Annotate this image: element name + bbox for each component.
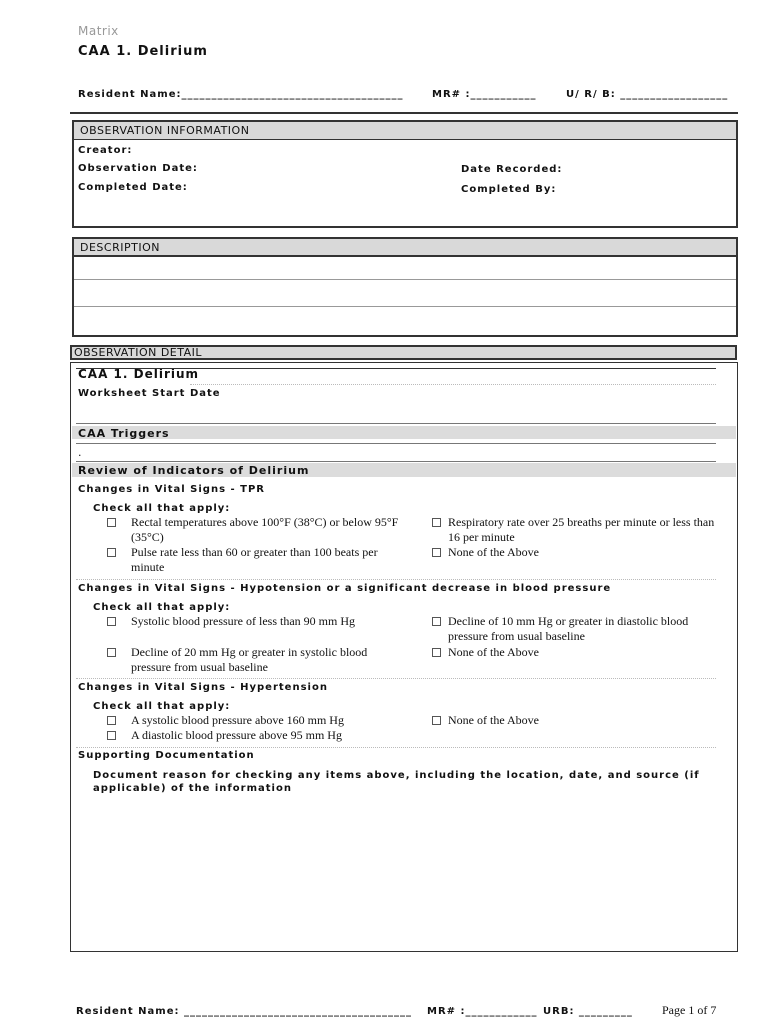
option-none-of-the-above: None of the Above: [448, 645, 539, 659]
option-systolic-above-160: A systolic blood pressure above 160 mm Hg: [131, 713, 344, 727]
option-none-of-the-above: None of the Above: [448, 713, 539, 727]
header-divider: [70, 112, 738, 114]
observation-date-label: Observation Date:: [78, 163, 198, 174]
checkbox[interactable]: [107, 648, 116, 657]
observation-information-header: OBSERVATION INFORMATION: [74, 122, 736, 140]
group-title-hypotension: Changes in Vital Signs - Hypotension or a significant decrease in blood pressure: [78, 583, 612, 594]
page-number: Page 1 of 7: [662, 1003, 717, 1017]
caa-triggers-label: CAA Triggers: [78, 427, 170, 440]
description-line[interactable]: [74, 279, 736, 280]
review-header: Review of Indicators of Delirium: [78, 464, 310, 477]
mr-number-field[interactable]: MR# :___________: [432, 89, 537, 100]
supporting-documentation-area[interactable]: [78, 800, 718, 940]
urb-field[interactable]: U/ R/ B: __________________: [566, 89, 729, 100]
worksheet-start-date-label: Worksheet Start Date: [78, 388, 221, 399]
checkbox[interactable]: [107, 548, 116, 557]
supporting-documentation-label: Supporting Documentation: [78, 750, 255, 761]
checkbox[interactable]: [432, 716, 441, 725]
description-header: DESCRIPTION: [74, 239, 736, 257]
checkbox[interactable]: [107, 617, 116, 626]
matrix-label: Matrix: [78, 24, 119, 38]
footer-resident-name: Resident Name: ______________________________________: [76, 1006, 412, 1017]
check-all-label: Check all that apply:: [93, 701, 231, 712]
checkbox[interactable]: [432, 617, 441, 626]
option-systolic-decline-20: Decline of 20 mm Hg or greater in systolic blood pressure from usual baseline: [131, 645, 368, 674]
resident-name-field[interactable]: Resident Name:_____________________________________: [78, 89, 404, 100]
checkbox[interactable]: [107, 731, 116, 740]
checkbox[interactable]: [432, 518, 441, 527]
group-title-tpr: Changes in Vital Signs - TPR: [78, 484, 265, 495]
caa-title: CAA 1. Delirium: [78, 367, 200, 381]
check-all-label: Check all that apply:: [93, 503, 231, 514]
footer-mr-number: MR# :____________: [427, 1006, 538, 1017]
completed-by-label: Completed By:: [461, 184, 557, 195]
option-rectal-temperature: Rectal temperatures above 100°F (38°C) or below 95°F (35°C): [131, 515, 399, 544]
dotted-rule: [190, 384, 716, 385]
completed-date-label: Completed Date:: [78, 182, 188, 193]
caa-triggers-bar: [72, 426, 736, 439]
dotted-rule: [76, 579, 716, 580]
divider: [76, 443, 716, 444]
form-title: CAA 1. Delirium: [78, 44, 208, 59]
checkbox[interactable]: [432, 548, 441, 557]
option-systolic-below-90: Systolic blood pressure of less than 90 mm Hg: [131, 614, 355, 628]
creator-label: Creator:: [78, 145, 133, 156]
option-diastolic-decline-10: Decline of 10 mm Hg or greater in diastolic blood pressure from usual baseline: [448, 614, 689, 643]
footer-urb: URB: _________: [543, 1006, 633, 1017]
dotted-rule: [76, 678, 716, 679]
observation-detail-header: OBSERVATION DETAIL: [74, 346, 203, 359]
dotted-rule: [76, 747, 716, 748]
option-none-of-the-above: None of the Above: [448, 545, 539, 559]
observation-detail-header-bar: [70, 345, 737, 360]
caa-title-rule: [76, 368, 716, 369]
caa-triggers-value: .: [78, 446, 82, 459]
checkbox[interactable]: [432, 648, 441, 657]
checkbox[interactable]: [107, 716, 116, 725]
option-pulse-rate: Pulse rate less than 60 or greater than 100 beats per minute: [131, 545, 378, 574]
option-diastolic-above-95: A diastolic blood pressure above 95 mm Hg: [131, 728, 342, 742]
worksheet-start-date-line[interactable]: [76, 423, 716, 424]
document-reason-instructions: Document reason for checking any items above, including the location, date, and source (if applicable) of the information: [93, 770, 700, 794]
description-line[interactable]: [74, 306, 736, 307]
divider: [76, 461, 716, 462]
option-respiratory-rate: Respiratory rate over 25 breaths per minute or less than 16 per minute: [448, 515, 715, 544]
date-recorded-label: Date Recorded:: [461, 164, 563, 175]
checkbox[interactable]: [107, 518, 116, 527]
group-title-hypertension: Changes in Vital Signs - Hypertension: [78, 682, 328, 693]
check-all-label: Check all that apply:: [93, 602, 231, 613]
